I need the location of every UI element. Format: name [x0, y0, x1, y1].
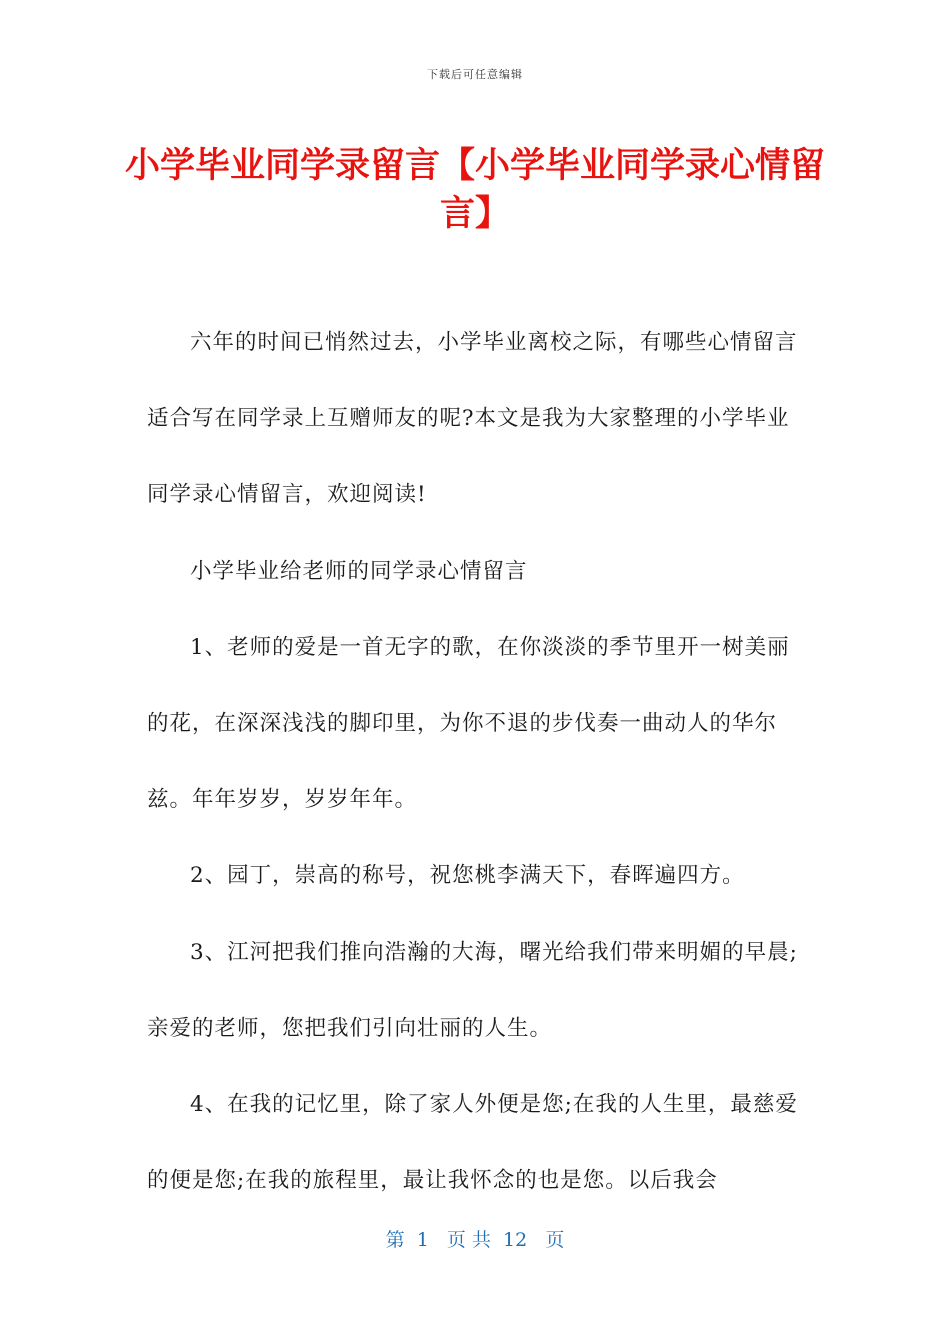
- paragraph-item-4: 4、在我的记忆里，除了家人外便是您;在我的人生里，最慈爱的便是您;在我的旅程里，最让我怀念的也是您。以后我会: [147, 1092, 798, 1194]
- paragraph-intro: 六年的时间已悄然过去，小学毕业离校之际，有哪些心情留言适合写在同学录上互赠师友的呢?本文是我为大家整理的小学毕业同学录心情留言，欢迎阅读!: [147, 330, 798, 508]
- paragraph-item-1: 1、老师的爱是一首无字的歌，在你淡淡的季节里开一树美丽的花，在深深浅浅的脚印里，为你不退的步伐奏一曲动人的华尔兹。年年岁岁，岁岁年年。: [147, 634, 790, 813]
- header-note: 下载后可任意编辑: [427, 68, 523, 81]
- page-footer: 第 1 页 共 12 页: [385, 1229, 565, 1251]
- paragraph-item-2: 2、园丁，崇高的称号，祝您桃李满天下，春晖遍四方。: [190, 863, 745, 889]
- paragraph-item-3: 3、江河把我们推向浩瀚的大海，曙光给我们带来明媚的早晨;亲爱的老师，您把我们引向壮丽的人生。: [147, 939, 798, 1041]
- paragraph-section-heading: 小学毕业给老师的同学录心情留言: [190, 558, 528, 584]
- document-body: [147, 305, 807, 1219]
- document-title: 小学毕业同学录留言【小学毕业同学录心情留言】: [124, 146, 825, 234]
